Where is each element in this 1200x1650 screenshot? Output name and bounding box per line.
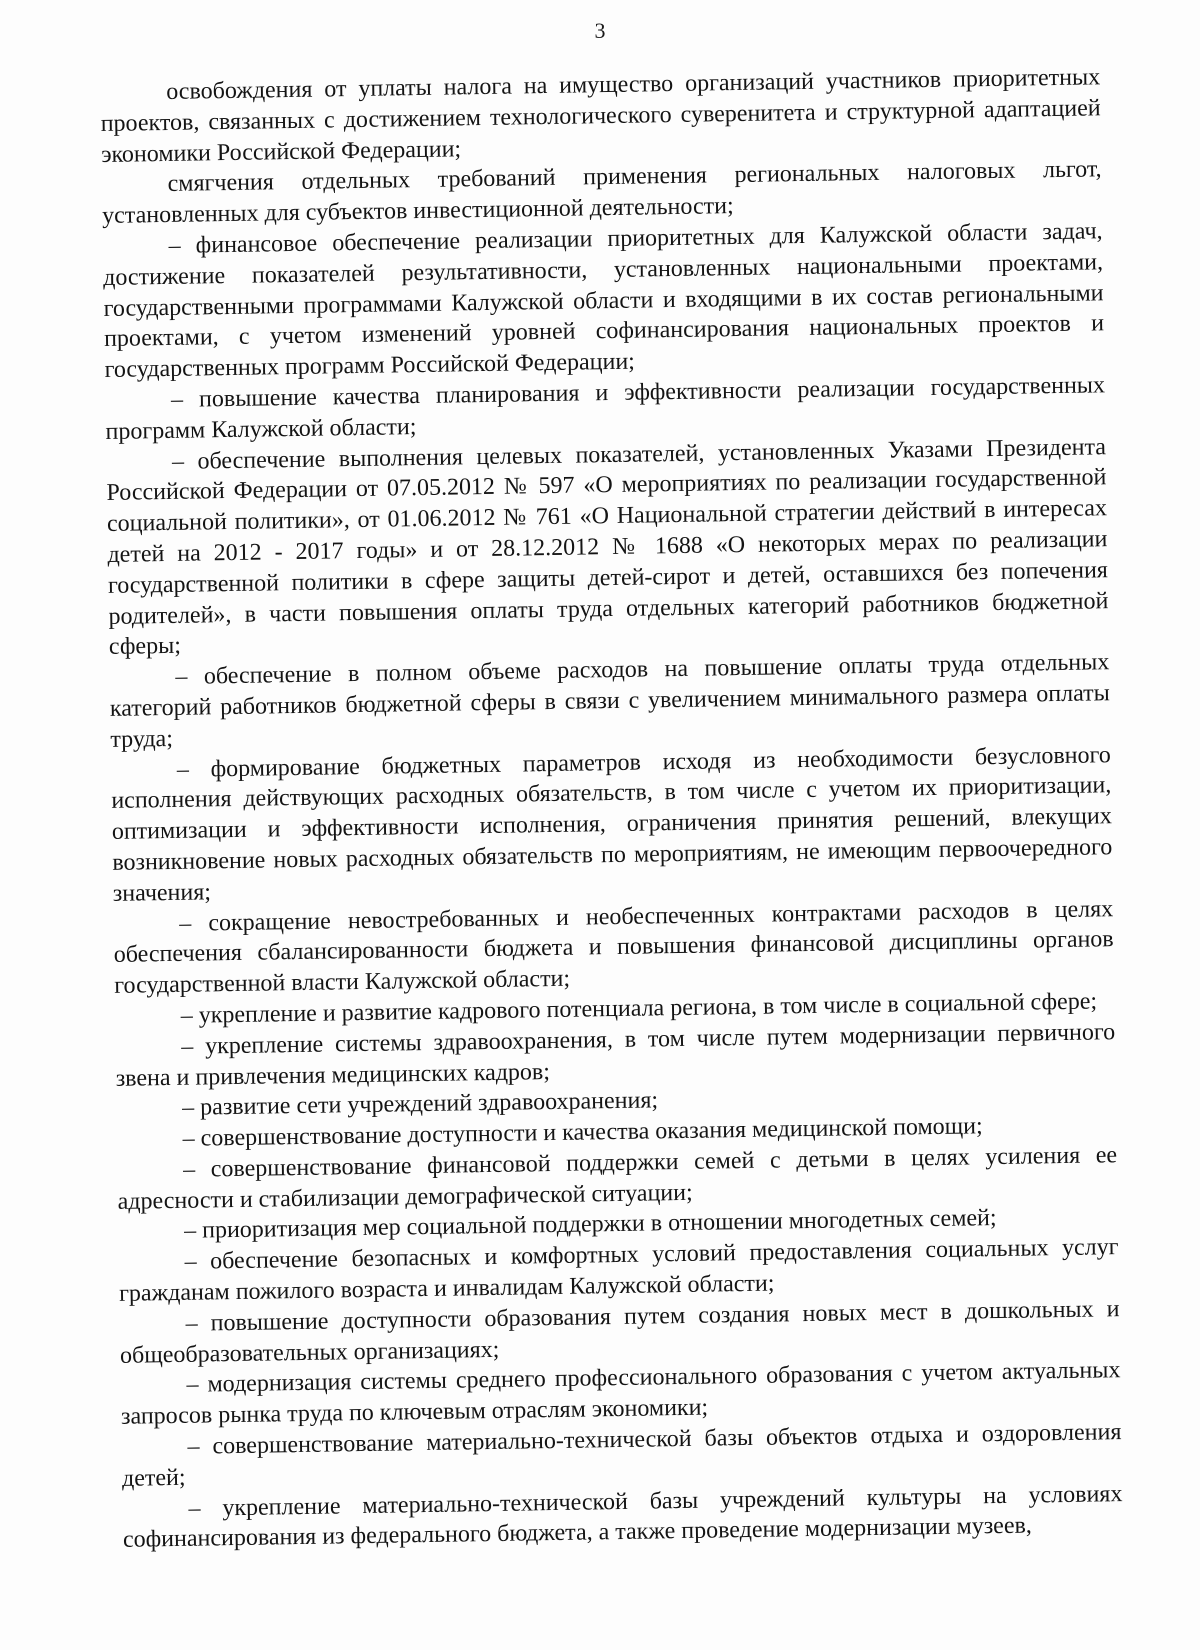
paragraph: – обеспечение безопасных и комфортных условий предоставления социальных услуг гражданам пожилого возраста и инвалидам Калужской области; xyxy=(118,1234,1119,1307)
document-body xyxy=(100,62,1123,1556)
paragraph: – приоритизация мер социальной поддержки в отношении многодетных семей; xyxy=(183,1205,997,1245)
paragraph: – укрепление материально-технической базы учреждений культуры на условиях софинансирования из федерального бюджета, а также проведение модернизации музеев, xyxy=(122,1480,1123,1554)
paragraph: – укрепление и развитие кадрового потенциала региона, в том числе в социальной сфере; xyxy=(180,988,1098,1029)
paragraph: – повышение качества планирования и эффективности реализации государственных программ Калужской области; xyxy=(105,372,1106,445)
page-number: 3 xyxy=(594,18,606,43)
paragraph: – развитие сети учреждений здравоохранения; xyxy=(181,1087,659,1122)
paragraph: – совершенствование финансовой поддержки семей с детьми в целях усиления ее адресности и стабилизации демографической ситуации; xyxy=(117,1142,1118,1215)
paragraph: – модернизация системы среднего профессионального образования с учетом актуальных запросов рынка труда по ключевым отраслям экономики; xyxy=(120,1357,1121,1431)
paragraph: – обеспечение выполнения целевых показателей, установленных Указами Президента Российской Федерации от 07.05.2012 № 597 «О мероприятиях по реализации государственной социальной политики», от 01.06.2012 № 761 «О Национальной стратегии действий в интересах детей на 2012 - 2017 годы» и от 28.12.2012 № 1688 «О некоторых мерах по реализации государственной политики в сфере защиты детей-сирот и детей, оставшихся без попечения родителей», в части повышения оплаты труда отдельных категорий работников бюджетной сферы; xyxy=(106,433,1109,661)
paragraph: – обеспечение в полном объеме расходов на повышение оплаты труда отдельных категорий работников бюджетной сферы в связи с увеличением минимального размера оплаты труда; xyxy=(109,649,1110,753)
paragraph: – повышение доступности образования путем создания новых мест в дошкольных и общеобразовательных организациях; xyxy=(119,1296,1120,1369)
paragraph: – совершенствование материально-технической базы объектов отдыха и оздоровления детей; xyxy=(121,1419,1122,1492)
paragraph: – формирование бюджетных параметров исходя из необходимости безусловного исполнения действующих расходных обязательств, в том числе с учетом их приоритизации, оптимизации и эффективности исполнения, ограничения принятия решений, влекущих возникновение новых расходных обязательств по мероприятиям, не имеющим первоочередного значения; xyxy=(111,741,1113,907)
paragraph: освобождения от уплаты налога на имущество организаций участников приоритетных проектов, связанных с достижением технологического суверенитета и структурной адаптацией экономики Российской Федерации; xyxy=(100,64,1101,168)
paragraph: смягчения отдельных требований применения региональных налоговых льгот, установленных для субъектов инвестиционной деятельности; xyxy=(101,156,1102,230)
paragraph: – укрепление системы здравоохранения, в том числе путем модернизации первичного звена и привлечения медицинских кадров; xyxy=(115,1018,1116,1092)
paragraph: – совершенствование доступности и качества оказания медицинской помощи; xyxy=(182,1113,983,1152)
paragraph: – сокращение невостребованных и необеспеченных контрактами расходов в целях обеспечения сбалансированности бюджета и повышения финансовой дисциплины органов государственной власти Калужской области; xyxy=(113,895,1114,999)
paragraph: – финансовое обеспечение реализации приоритетных для Калужской области задач, достижение показателей результативности, установленных национальными проектами, государственными программами Калужской области и входящими в их состав региональными проектами, с учетом изменений уровней софинансирования национальных проектов и государственных программ Российской Федерации; xyxy=(102,218,1105,384)
